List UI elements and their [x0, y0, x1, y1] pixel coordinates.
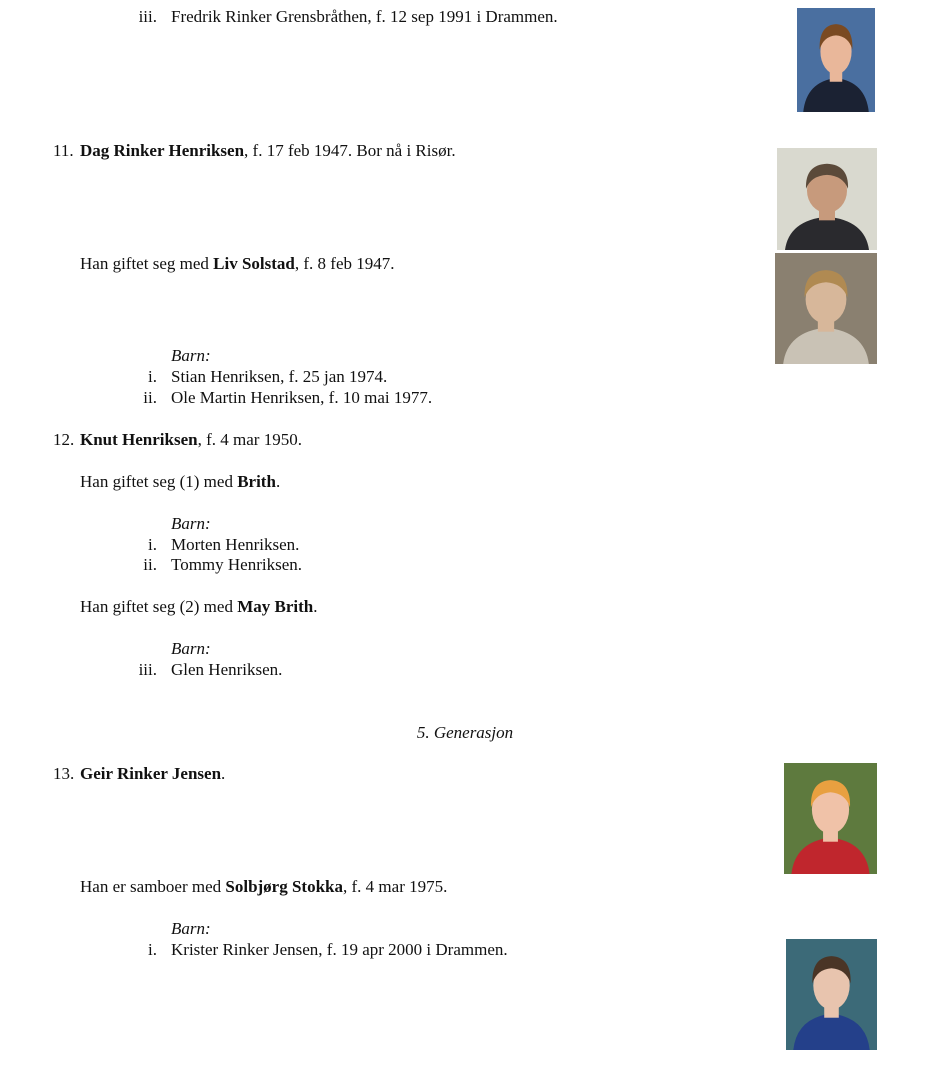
- marriage-prefix: Han er samboer med: [80, 877, 226, 896]
- marriage-prefix: Han giftet seg med: [80, 254, 214, 273]
- spouse-name: Solbjørg Stokka: [225, 877, 344, 896]
- spouse-name: Brith: [237, 472, 276, 491]
- child-numeral: ii.: [143, 555, 157, 574]
- child-text: Tommy Henriksen.: [171, 555, 303, 574]
- entry-number: 13.: [53, 764, 75, 783]
- person-name: Dag Rinker Henriksen: [80, 141, 245, 160]
- marriage-prefix: Han giftet seg (2) med: [80, 597, 238, 616]
- marriage-suffix: .: [313, 597, 318, 616]
- entry-line: [80, 430, 302, 450]
- child-numeral: iii.: [138, 7, 157, 26]
- generation-heading: 5. Generasjon: [416, 723, 514, 742]
- person-info: .: [221, 764, 226, 783]
- child-numeral: ii.: [143, 388, 157, 407]
- marriage-suffix: .: [275, 472, 281, 491]
- entry-line: [80, 141, 456, 161]
- portrait-photo-krister: [786, 939, 877, 1050]
- portrait-photo-dag: [777, 148, 877, 250]
- entry-number: 11.: [53, 141, 74, 160]
- entry-line: [80, 764, 225, 784]
- child-numeral: i.: [148, 367, 157, 386]
- child-text: Ole Martin Henriksen, f. 10 mai 1977.: [171, 388, 433, 407]
- marriage-line: [80, 254, 395, 274]
- children-label: Barn:: [171, 639, 211, 658]
- child-text: Fredrik Rinker Grensbråthen, f. 12 sep 1991 i Drammen.: [171, 7, 558, 26]
- spouse-name: May Brith: [237, 597, 314, 616]
- child-text: Stian Henriksen, f. 25 jan 1974.: [171, 367, 388, 386]
- children-label: Barn:: [171, 346, 211, 365]
- child-numeral: iii.: [138, 660, 157, 679]
- spouse-name: Liv Solstad: [213, 254, 295, 273]
- child-numeral: i.: [148, 940, 157, 959]
- portrait-photo-fredrik: [797, 8, 875, 112]
- children-label: Barn:: [171, 514, 211, 533]
- marriage-line: [80, 472, 280, 492]
- child-text: Glen Henriksen.: [171, 660, 283, 679]
- person-name: Knut Henriksen: [80, 430, 198, 449]
- child-text: Morten Henriksen.: [171, 535, 300, 554]
- person-info: , f. 17 feb 1947. Bor nå i Risør.: [244, 141, 456, 160]
- portrait-photo-geir: [784, 763, 877, 874]
- marriage-line: [80, 597, 317, 617]
- children-label: Barn:: [171, 919, 211, 938]
- marriage-suffix: , f. 4 mar 1975.: [343, 877, 448, 896]
- child-text: Krister Rinker Jensen, f. 19 apr 2000 i Drammen.: [171, 940, 508, 959]
- marriage-prefix: Han giftet seg (1) med: [80, 472, 238, 491]
- person-name: Geir Rinker Jensen: [80, 764, 222, 783]
- portrait-photo-liv: [775, 253, 877, 364]
- entry-number: 12.: [53, 430, 75, 449]
- marriage-suffix: , f. 8 feb 1947.: [294, 254, 395, 273]
- marriage-line: [80, 877, 447, 897]
- person-info: , f. 4 mar 1950.: [197, 430, 302, 449]
- child-numeral: i.: [148, 535, 157, 554]
